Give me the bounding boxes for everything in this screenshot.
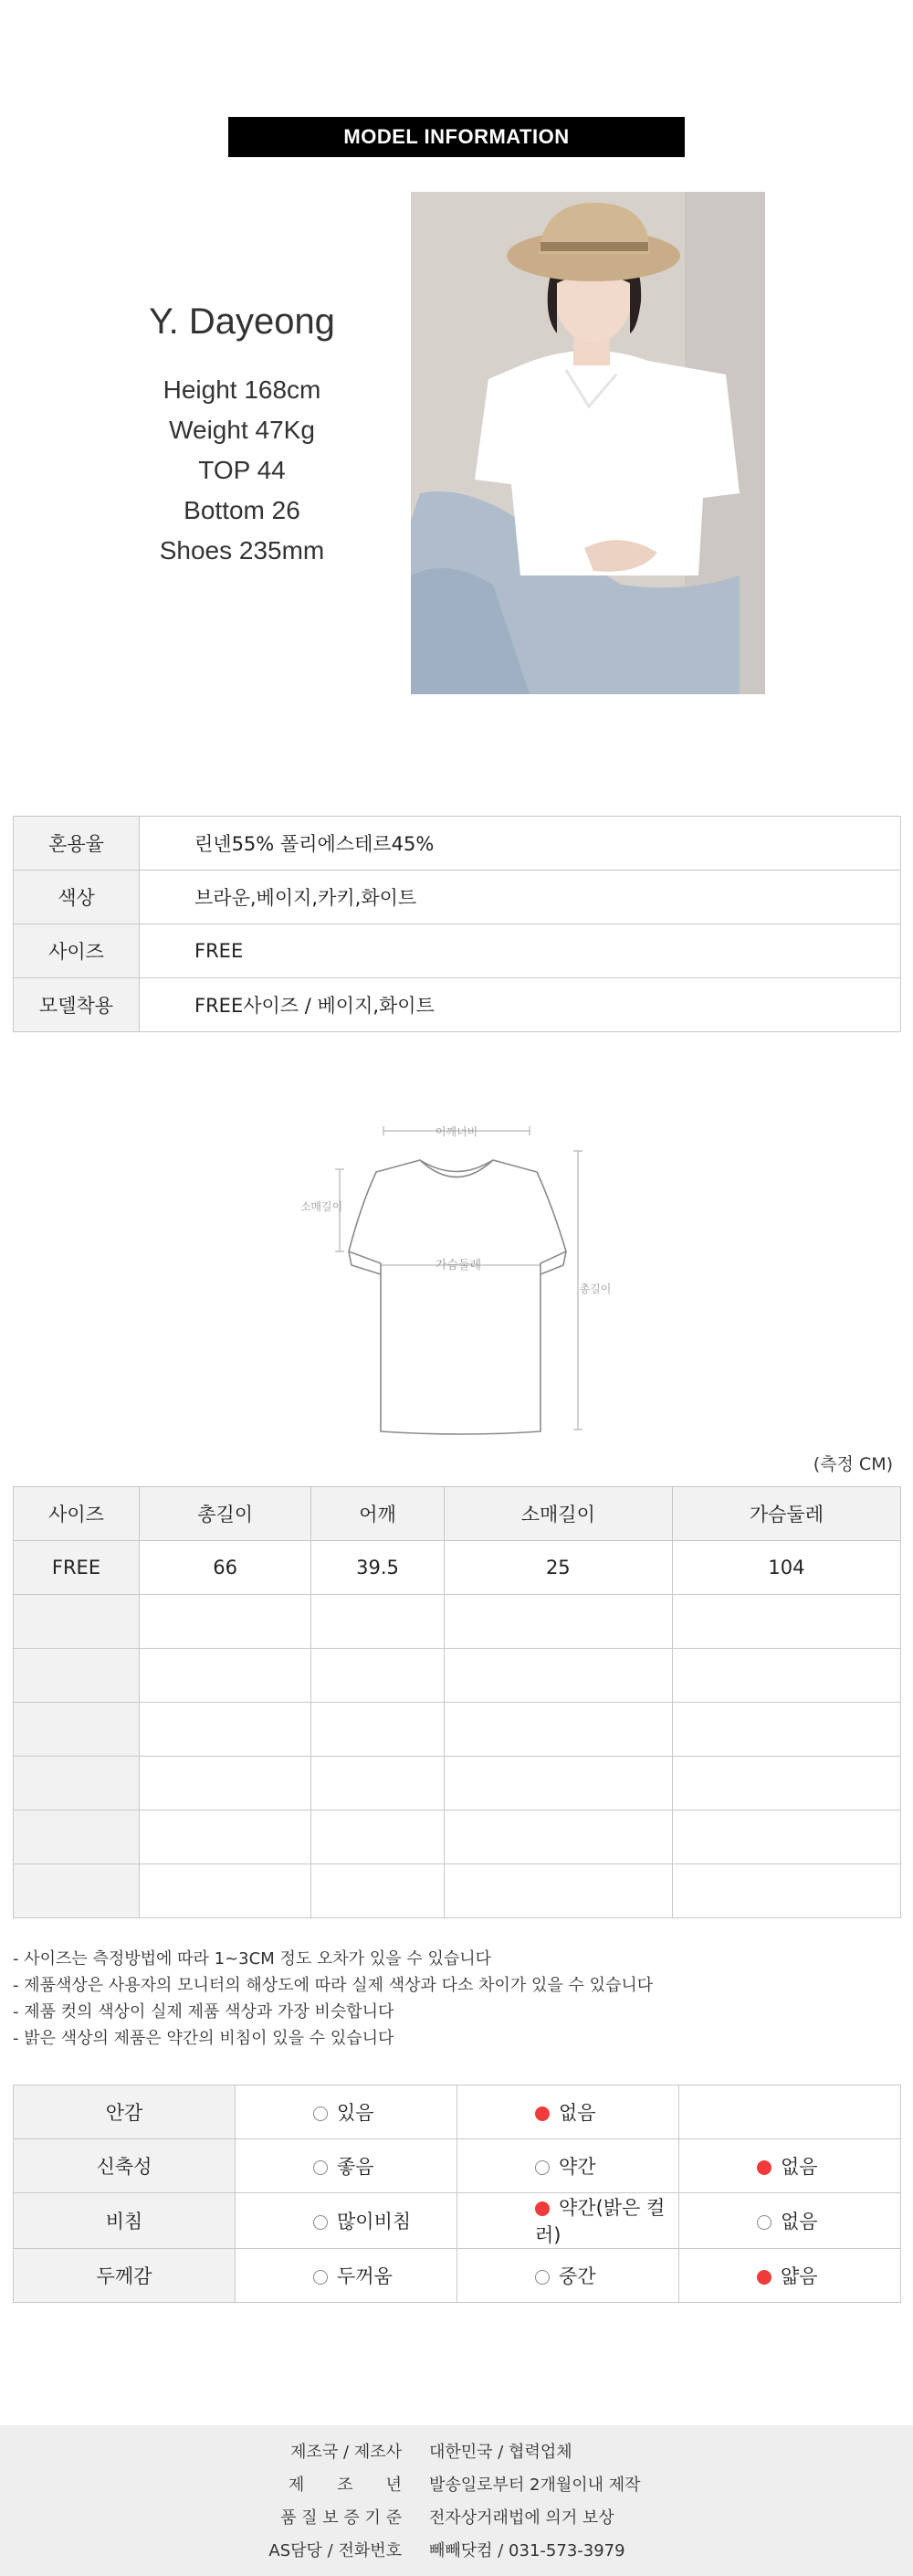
empty-cell	[444, 1864, 672, 1918]
size-notes	[13, 1946, 653, 2052]
model-weight: Weight 47Kg	[169, 416, 315, 444]
radio-circle-icon	[313, 2215, 328, 2230]
footer-key: AS담당 / 전화번호	[268, 2541, 402, 2560]
note-line: - 사이즈는 측정방법에 따라 1~3CM 정도 오차가 있을 수 있습니다	[13, 1949, 491, 1969]
selected-dot-icon	[757, 2160, 771, 2175]
model-info	[91, 301, 393, 571]
footer-row	[0, 2439, 913, 2466]
spec-label: 모델착용	[14, 978, 140, 1032]
sleeve-length-label: 소매길이	[301, 1200, 343, 1213]
table-row-empty	[14, 1864, 901, 1918]
feel-row	[14, 2193, 901, 2249]
feel-option-label: 얇음	[781, 2265, 818, 2287]
spec-value: 브라운,베이지,카키,화이트	[140, 871, 901, 924]
feel-option-label: 중간	[559, 2265, 596, 2287]
radio-circle-icon	[313, 2160, 328, 2175]
spec-value: FREE	[140, 924, 901, 978]
header-cell: 총길이	[140, 1487, 311, 1541]
size-cell: 39.5	[311, 1541, 444, 1595]
empty-cell	[444, 1703, 672, 1757]
feel-option	[679, 2139, 901, 2193]
spec-value: FREE사이즈 / 베이지,화이트	[140, 978, 901, 1032]
tshirt-outline-icon	[301, 1119, 612, 1457]
feel-option-label: 없음	[781, 2211, 818, 2233]
selected-dot-icon	[535, 2106, 550, 2121]
selected-dot-icon	[535, 2201, 550, 2216]
total-length-label: 총길이	[579, 1283, 612, 1295]
empty-cell	[140, 1703, 311, 1757]
table-row-empty	[14, 1757, 901, 1811]
empty-cell	[672, 1864, 900, 1918]
table-row-empty	[14, 1703, 901, 1757]
feel-option	[236, 2249, 457, 2303]
model-shoe-size: Shoes 235mm	[159, 536, 325, 565]
radio-circle-icon	[757, 2215, 771, 2230]
model-photo-illustration	[411, 192, 765, 694]
header-cell: 가슴둘레	[672, 1487, 900, 1541]
table-row-empty	[14, 1595, 901, 1649]
footer-row	[0, 2472, 913, 2499]
radio-circle-icon	[535, 2270, 550, 2285]
empty-cell	[444, 1757, 672, 1811]
empty-cell	[672, 1703, 900, 1757]
footer-value: 발송일로부터 2개월이내 제작	[429, 2476, 641, 2495]
size-table	[13, 1486, 901, 1918]
empty-cell	[14, 1864, 140, 1918]
table-row-empty	[14, 1649, 901, 1703]
empty-cell	[14, 1703, 140, 1757]
footer-row	[0, 2505, 913, 2532]
footer-value: 전자상거래법에 의거 보상	[429, 2508, 614, 2528]
fabric-feel-table	[13, 2085, 901, 2303]
product-info-footer	[0, 2425, 913, 2576]
chest-label: 가슴둘레	[435, 1259, 482, 1272]
empty-cell	[311, 1757, 444, 1811]
radio-circle-icon	[313, 2106, 328, 2121]
feel-option-label: 약간(밝은 컬러)	[535, 2197, 666, 2246]
header-cell: 어깨	[311, 1487, 444, 1541]
feel-row	[14, 2139, 901, 2193]
spec-row-color	[14, 871, 901, 924]
feel-row	[14, 2085, 901, 2139]
radio-circle-icon	[313, 2270, 328, 2285]
selected-dot-icon	[757, 2270, 771, 2285]
feel-option-label: 없음	[781, 2156, 818, 2178]
spec-row-material	[14, 817, 901, 871]
empty-cell	[672, 1811, 900, 1864]
radio-circle-icon	[535, 2160, 550, 2175]
feel-row	[14, 2249, 901, 2303]
empty-cell	[311, 1703, 444, 1757]
header-cell: 소매길이	[444, 1487, 672, 1541]
feel-option-label: 있음	[337, 2102, 374, 2124]
empty-cell	[14, 1811, 140, 1864]
empty-cell	[14, 1595, 140, 1649]
spec-label: 색상	[14, 871, 140, 924]
empty-cell	[311, 1864, 444, 1918]
measurement-diagram	[301, 1119, 612, 1457]
feel-label: 안감	[14, 2085, 236, 2139]
model-height: Height 168cm	[163, 375, 321, 404]
feel-option-label: 없음	[559, 2102, 596, 2124]
footer-key: 제조국 / 제조사	[290, 2443, 402, 2462]
feel-option	[236, 2085, 457, 2139]
empty-cell	[444, 1811, 672, 1864]
empty-cell	[672, 1595, 900, 1649]
size-cell: 104	[672, 1541, 900, 1595]
header-cell: 사이즈	[14, 1487, 140, 1541]
spec-label: 사이즈	[14, 924, 140, 978]
empty-cell	[672, 1757, 900, 1811]
feel-label: 신축성	[14, 2139, 236, 2193]
empty-cell	[140, 1864, 311, 1918]
shoulder-width-label: 어깨너비	[435, 1125, 478, 1138]
footer-row	[0, 2538, 913, 2565]
spec-label: 혼용율	[14, 817, 140, 871]
model-top-size: TOP 44	[198, 456, 286, 484]
feel-label: 두께감	[14, 2249, 236, 2303]
footer-value: 대한민국 / 협력업체	[429, 2443, 572, 2462]
empty-cell	[311, 1811, 444, 1864]
feel-option	[679, 2249, 901, 2303]
empty-cell	[444, 1595, 672, 1649]
empty-cell	[140, 1757, 311, 1811]
empty-cell	[14, 1757, 140, 1811]
note-line: - 제품 컷의 색상이 실제 제품 색상과 가장 비슷합니다	[13, 2002, 394, 2022]
footer-key: 품 질 보 증 기 준	[280, 2508, 402, 2528]
empty-cell	[14, 1649, 140, 1703]
feel-option	[236, 2139, 457, 2193]
feel-option-label: 약간	[559, 2156, 596, 2178]
feel-option	[236, 2193, 457, 2249]
empty-cell	[444, 1649, 672, 1703]
product-spec-table	[13, 816, 901, 1032]
note-line: - 제품색상은 사용자의 모니터의 해상도에 따라 실제 색상과 다소 차이가 있을 수 있습니다	[13, 1976, 654, 1995]
feel-option	[457, 2139, 679, 2193]
feel-option-label: 좋음	[337, 2156, 374, 2178]
feel-option	[457, 2193, 679, 2249]
empty-cell	[672, 1649, 900, 1703]
model-bottom-size: Bottom 26	[184, 496, 300, 524]
feel-option	[679, 2085, 901, 2139]
footer-value: 빼빼닷컴 / 031-573-3979	[429, 2541, 625, 2560]
empty-cell	[311, 1595, 444, 1649]
size-table-header	[14, 1487, 901, 1541]
feel-label: 비침	[14, 2193, 236, 2249]
feel-option	[457, 2249, 679, 2303]
spec-value: 린넨55% 폴리에스테르45%	[140, 817, 901, 871]
spec-row-size	[14, 924, 901, 978]
model-information-banner: MODEL INFORMATION	[228, 117, 685, 157]
note-line: - 밝은 색상의 제품은 약간의 비침이 있을 수 있습니다	[13, 2029, 394, 2048]
spec-row-model-wearing	[14, 978, 901, 1032]
empty-cell	[311, 1649, 444, 1703]
unit-note: (측정 CM)	[813, 1454, 893, 1474]
feel-option-label: 많이비침	[337, 2211, 412, 2233]
model-photo	[411, 192, 765, 694]
table-row	[14, 1541, 901, 1595]
feel-option	[457, 2085, 679, 2139]
table-row-empty	[14, 1811, 901, 1864]
empty-cell	[140, 1649, 311, 1703]
feel-option	[679, 2193, 901, 2249]
model-name: Y. Dayeong	[149, 301, 335, 342]
size-cell: 66	[140, 1541, 311, 1595]
empty-cell	[140, 1595, 311, 1649]
footer-key: 제 조 년	[288, 2476, 402, 2495]
empty-cell	[140, 1811, 311, 1864]
size-cell: FREE	[14, 1541, 140, 1595]
feel-option-label: 두꺼움	[337, 2265, 393, 2287]
size-cell: 25	[444, 1541, 672, 1595]
